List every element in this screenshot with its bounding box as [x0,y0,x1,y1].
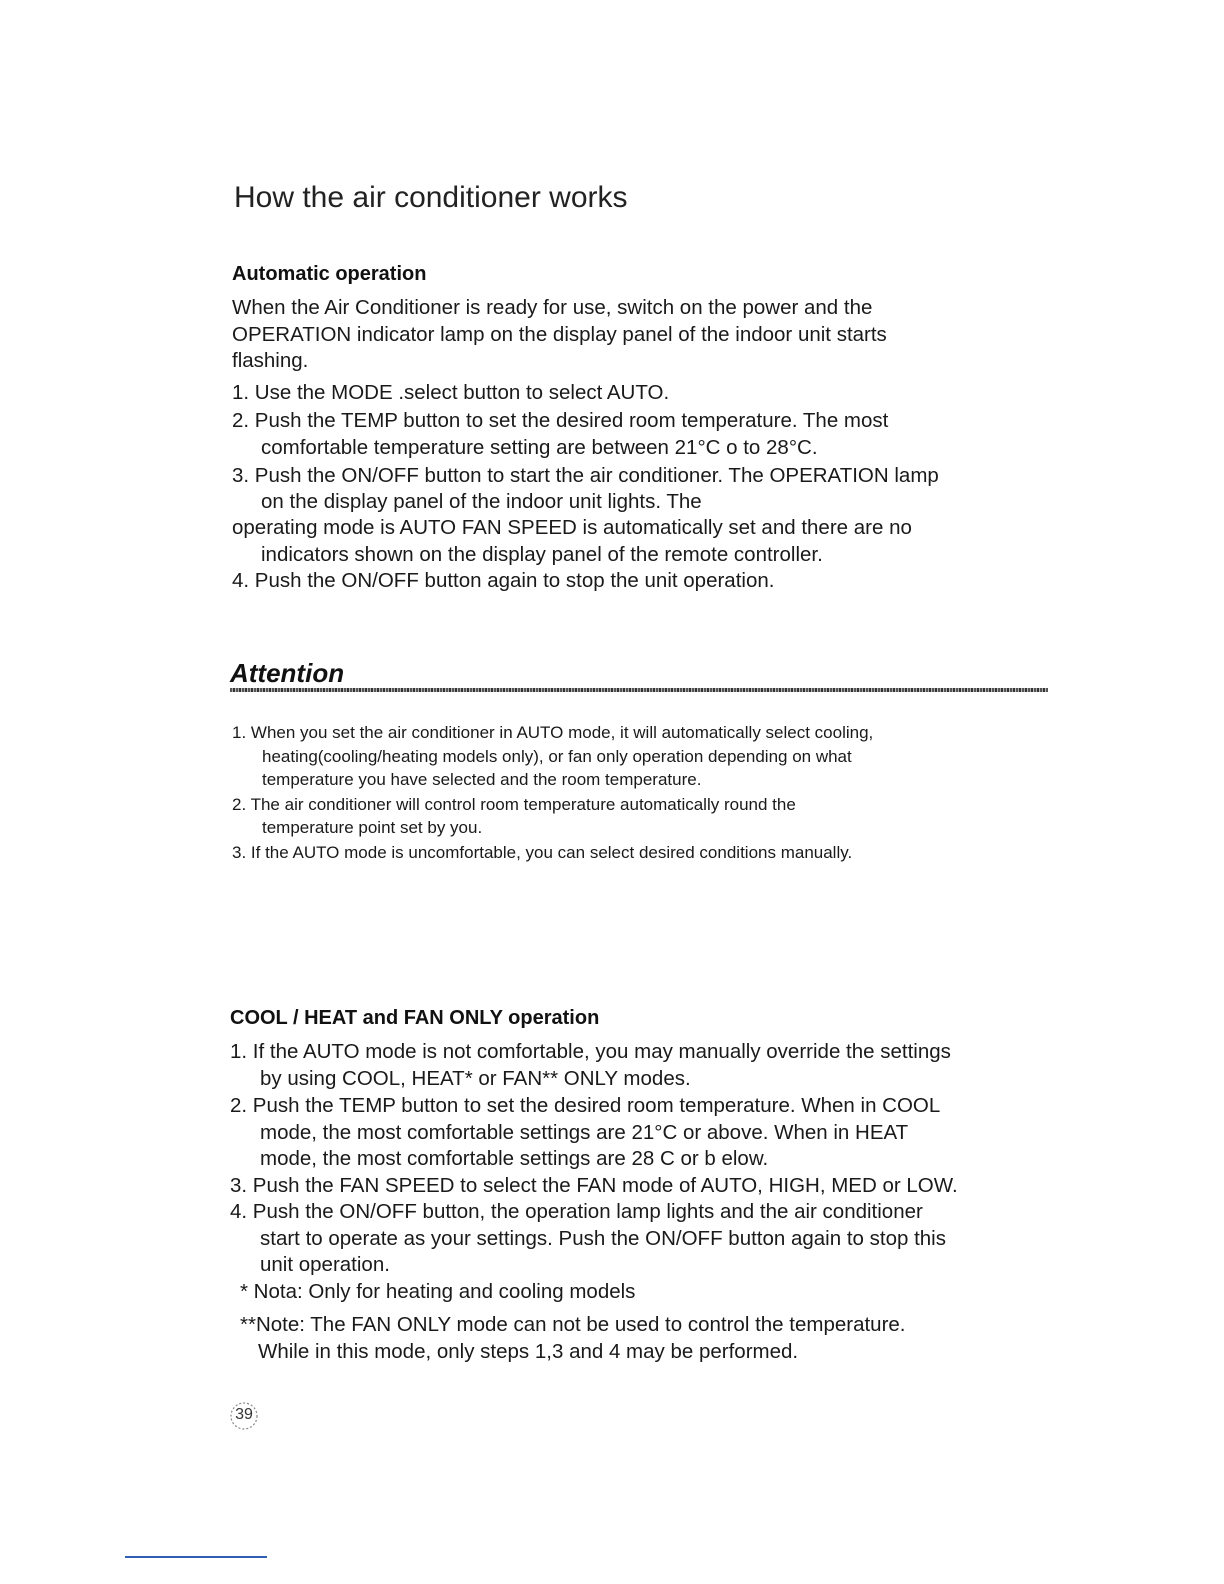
auto-step-line: 2. Push the TEMP button to set the desired room temperature. The most [232,409,889,432]
attention-item-line: heating(cooling/heating models only), or fan only operation depending on what [262,747,852,766]
attention-title: Attention [230,658,345,688]
auto-step-line: 1. Use the MODE .select button to select AUTO. [232,381,670,404]
auto-step-line: 3. Push the ON/OFF button to start the air conditioner. The OPERATION lamp [232,464,939,487]
auto-step-line: indicators shown on the display panel of the remote controller. [261,543,823,566]
cool-step-line: mode, the most comfortable settings are 28 C or b elow. [260,1147,769,1170]
auto-step-line: operating mode is AUTO FAN SPEED is automatically set and there are no [232,516,912,539]
attention-item-line: temperature point set by you. [262,818,483,837]
page-number [228,1400,260,1432]
cool-step-line: by using COOL, HEAT* or FAN** ONLY modes. [260,1067,691,1090]
auto-step-line: on the display panel of the indoor unit lights. The [261,490,702,513]
attention-item-line: 2. The air conditioner will control room temperature automatically round the [232,795,796,814]
note-line: * Nota: Only for heating and cooling models [240,1280,636,1303]
auto-intro-line: When the Air Conditioner is ready for use, switch on the power and the [232,296,873,319]
attention-item-line: temperature you have selected and the room temperature. [262,770,702,789]
note-line: **Note: The FAN ONLY mode can not be used to control the temperature. [240,1313,906,1336]
auto-intro-line: OPERATION indicator lamp on the display panel of the indoor unit starts [232,323,887,346]
auto-intro-line: flashing. [232,349,309,372]
cool-step-line: mode, the most comfortable settings are 21°C or above. When in HEAT [260,1121,909,1144]
auto-step-line: 4. Push the ON/OFF button again to stop the unit operation. [232,569,775,592]
cool-step-line: 3. Push the FAN SPEED to select the FAN mode of AUTO, HIGH, MED or LOW. [230,1174,958,1197]
cool-step-line: 1. If the AUTO mode is not comfortable, you may manually override the settings [230,1040,951,1063]
auto-operation-heading: Automatic operation [232,263,427,285]
attention-item-line: 1. When you set the air conditioner in AUTO mode, it will automatically select cooling, [232,723,874,742]
page-title: How the air conditioner works [234,181,628,214]
note-line: While in this mode, only steps 1,3 and 4 may be performed. [258,1340,799,1363]
cool-step-line: 4. Push the ON/OFF button, the operation lamp lights and the air conditioner [230,1200,923,1223]
attention-item-line: 3. If the AUTO mode is uncomfortable, you can select desired conditions manually. [232,843,853,862]
cool-step-line: 2. Push the TEMP button to set the desired room temperature. When in COOL [230,1094,941,1117]
auto-step-line: comfortable temperature setting are between 21°C o to 28°C. [261,436,818,459]
page-number-text: 39 [235,1406,253,1423]
cool-step-line: unit operation. [260,1253,390,1276]
cool-step-line: start to operate as your settings. Push the ON/OFF button again to stop this [260,1227,946,1250]
bottom-divider [125,1556,267,1558]
attention-divider [230,688,1048,692]
cool-heat-fan-heading: COOL / HEAT and FAN ONLY operation [230,1007,600,1029]
